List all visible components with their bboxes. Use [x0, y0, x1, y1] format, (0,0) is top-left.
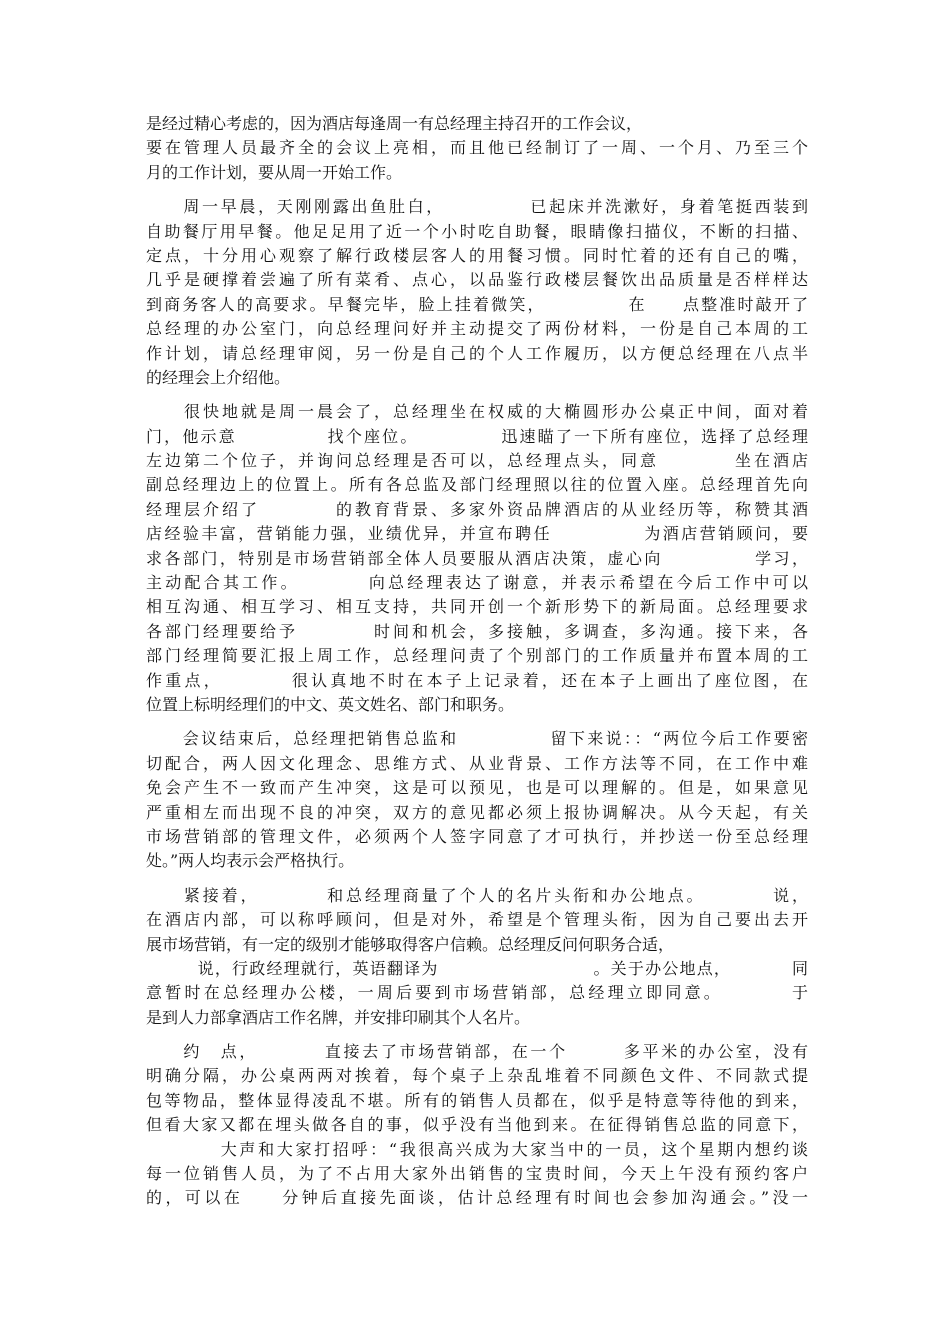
text-line: 明确分隔，办公桌两两对挨着，每个桌子上杂乱堆着不同颜色文件、不同款式提: [146, 1066, 808, 1086]
text-line: 经理层介绍了 的教育背景、多家外资品牌酒店的从业经历等，称赞其酒: [146, 499, 808, 519]
text-line: 几乎是硬撑着尝遍了所有菜肴、点心，以品鉴行政楼层餐饮出品质量是否样样达: [146, 270, 808, 290]
text-line: 作重点， 很认真地不时在本子上记录着，还在本子上画出了座位图，在: [146, 670, 808, 690]
text-line: 店经验丰富，营销能力强，业绩优异，并宣布聘任 为酒店营销顾问，要: [146, 524, 808, 544]
text-line: 各部门经理要给予 时间和机会，多接触，多调查，多沟通。接下来，各: [146, 621, 808, 641]
text-line: 严重相左而出现不良的冲突，双方的意见都必须上报协调解决。从今天起，有关: [146, 802, 808, 822]
text-line: 总经理的办公室门，向总经理问好并主动提交了两份材料，一份是自己本周的工: [146, 319, 808, 339]
text-line: 的，可以在 分钟后直接先面谈，估计总经理有时间也会参加沟通会。”没一: [146, 1188, 808, 1208]
text-line: 月的工作计划，要从周一开始工作。: [146, 162, 403, 182]
text-line: 市场营销部的管理文件，必须两个人签字同意了才可执行，并抄送一份至总经理: [146, 826, 808, 846]
text-line: 展市场营销，有一定的级别才能够取得客户信赖。总经理反问何职务合适，: [146, 934, 675, 954]
text-line: 的经理会上介绍他。: [146, 367, 291, 387]
text-line: 主动配合其工作。 向总经理表达了谢意，并表示希望在今后工作中可以: [146, 573, 808, 593]
text-line: 求各部门，特别是市场营销部全体人员要服从酒店决策，虚心向 学习，: [146, 548, 808, 568]
text-line: 意暂时在总经理办公楼，一周后要到市场营销部，总经理立即同意。 于: [146, 983, 808, 1003]
paragraph: [146, 195, 808, 390]
paragraph-gap: [146, 717, 808, 727]
text-line: 每一位销售人员，为了不占用大家外出销售的宝贵时间，今天上午没有预约客户: [146, 1164, 808, 1184]
paragraph-gap: [146, 185, 808, 195]
text-line: 副总经理边上的位置上。所有各总监及部门经理照以往的位置入座。总经理首先向: [146, 475, 808, 495]
text-line: 定点，十分用心观察了解行政楼层客人的用餐习惯。同时忙着的还有自己的嘴，: [146, 245, 808, 265]
text-line: 作计划，请总经理审阅，另一份是自己的个人工作履历，以方便总经理在八点半: [146, 343, 808, 363]
text-line: 在酒店内部，可以称呼顾问，但是对外，希望是个管理头衔，因为自己要出去开: [146, 910, 808, 930]
paragraph-gap: [146, 874, 808, 884]
paragraph: [146, 112, 808, 185]
text-line: 要在管理人员最齐全的会议上亮相，而且他已经制订了一周、一个月、乃至三个: [146, 138, 808, 158]
text-line: 说，行政经理就行，英语翻译为 。关于办公地点， 同: [146, 958, 808, 978]
text-line: 位置上标明经理们的中文、英文姓名、部门和职务。: [146, 694, 515, 714]
text-line: 是经过精心考虑的，因为酒店每逢周一有总经理主持召开的工作会议，: [146, 114, 643, 133]
paragraph: [146, 400, 808, 717]
text-line: 部门经理简要汇报上周工作，总经理问责了个别部门的工作质量并布置本周的工: [146, 646, 808, 666]
text-line: 但看大家又都在埋头做各自的事，似乎没有当他到来。在征得销售总监的同意下，: [146, 1115, 808, 1135]
paragraph-gap: [146, 390, 808, 400]
text-line: 免会产生不一致而产生冲突，这是可以预见，也是可以理解的。但是，如果意见: [146, 778, 808, 798]
paragraph-gap: [146, 1030, 808, 1040]
text-line: 到商务客人的高要求。早餐完毕，脸上挂着微笑， 在 点整准时敲开了: [146, 294, 808, 314]
text-line: 大声和大家打招呼：“我很高兴成为大家当中的一员，这个星期内想约谈: [146, 1139, 808, 1159]
text-line: 很快地就是周一晨会了，总经理坐在权威的大椭圆形办公桌正中间，面对着: [146, 402, 808, 422]
text-line: 左边第二个位子，并询问总经理是否可以，总经理点头，同意 坐在酒店: [146, 451, 808, 471]
text-line: 紧接着， 和总经理商量了个人的名片头衔和办公地点。 说，: [146, 885, 808, 905]
text-line: 会议结束后，总经理把销售总监和 留下来说：：“两位今后工作要密: [146, 729, 808, 749]
text-line: 包等物品，整体显得凌乱不堪。所有的销售人员都在，似乎是特意等待他的到来，: [146, 1090, 808, 1110]
text-line: 处。”两人均表示会严格执行。: [146, 851, 355, 871]
text-line: 切配合，两人因文化理念、思维方式、从业背景、工作方法等不同，在工作中难: [146, 753, 808, 773]
text-line: 是到人力部拿酒店工作名牌，并安排印刷其个人名片。: [146, 1007, 531, 1027]
text-line: 相互沟通、相互学习、相互支持，共同开创一个新形势下的新局面。总经理要求: [146, 597, 808, 617]
paragraph: [146, 884, 808, 1030]
text-line: 周一早晨，天刚刚露出鱼肚白， 已起床并洗漱好，身着笔挺西装到: [146, 197, 808, 217]
paragraph: [146, 1040, 808, 1211]
document-page: [146, 112, 808, 1211]
text-line: 门，他示意 找个座位。 迅速瞄了一下所有座位，选择了总经理: [146, 426, 808, 446]
paragraph: [146, 727, 808, 873]
text-line: 自助餐厅用早餐。他足足用了近一个小时吃自助餐，眼睛像扫描仪，不断的扫描、: [146, 221, 808, 241]
text-line: 约 点， 直接去了市场营销部，在一个 多平米的办公室，没有: [146, 1042, 808, 1062]
